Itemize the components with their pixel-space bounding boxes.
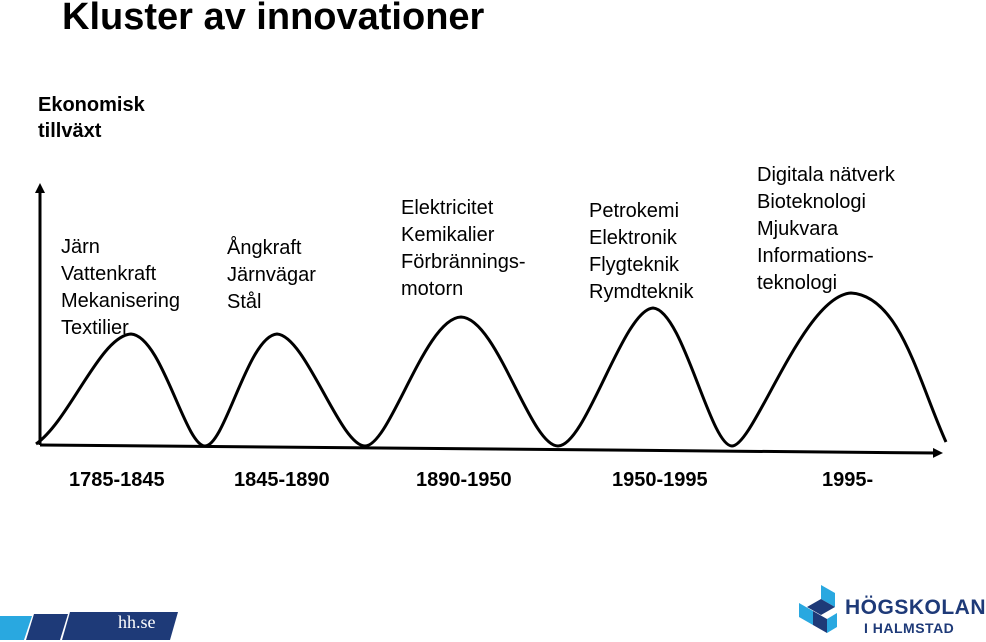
slide-title: Kluster av innovationer bbox=[62, 0, 485, 38]
innovation-label: Rymdteknik bbox=[589, 281, 694, 303]
innovation-label: Järnvägar bbox=[227, 264, 316, 286]
innovation-label: Ångkraft bbox=[227, 237, 302, 259]
innovation-label: Elektronik bbox=[589, 227, 677, 249]
innovation-label: Elektricitet bbox=[401, 197, 494, 219]
university-logo-icon bbox=[795, 583, 839, 639]
y-axis-label-line: tillväxt bbox=[38, 120, 102, 142]
period-label: 1995- bbox=[822, 469, 874, 491]
innovation-label: Järn bbox=[61, 236, 100, 258]
innovation-label: Informations- bbox=[757, 245, 874, 267]
innovation-label: Petrokemi bbox=[589, 200, 680, 222]
innovation-label: Kemikalier bbox=[401, 224, 495, 246]
wave-4-innovations bbox=[589, 198, 693, 306]
innovation-label: Flygteknik bbox=[589, 254, 680, 276]
innovation-label: Bioteknologi bbox=[757, 191, 866, 213]
innovation-label: Förbrännings- bbox=[401, 251, 526, 273]
x-axis-arrow bbox=[40, 445, 938, 453]
wave-1-innovations bbox=[61, 234, 180, 342]
innovation-label: Mjukvara bbox=[757, 218, 839, 240]
innovation-label: Stål bbox=[227, 291, 262, 313]
period-label: 1845-1890 bbox=[234, 469, 330, 491]
y-axis-label-line: Ekonomisk bbox=[38, 94, 145, 116]
wave-2-innovations bbox=[227, 235, 316, 316]
innovation-label: Textilier bbox=[61, 317, 129, 339]
wave-3-innovations bbox=[401, 195, 526, 303]
innovation-label: teknologi bbox=[757, 272, 838, 294]
innovation-label: Vattenkraft bbox=[61, 263, 157, 285]
period-label: 1785-1845 bbox=[69, 469, 165, 491]
site-link[interactable]: hh.se bbox=[118, 612, 156, 632]
logo-text-line1: HÖGSKOLAN bbox=[845, 596, 986, 619]
period-label: 1890-1950 bbox=[416, 469, 512, 491]
innovation-label: motorn bbox=[401, 278, 464, 300]
innovation-label: Digitala nätverk bbox=[757, 164, 895, 186]
period-label: 1950-1995 bbox=[612, 469, 708, 491]
logo-text-line2: I HALMSTAD bbox=[864, 620, 955, 636]
wave-5-innovations bbox=[757, 162, 895, 297]
innovation-label: Mekanisering bbox=[61, 290, 180, 312]
